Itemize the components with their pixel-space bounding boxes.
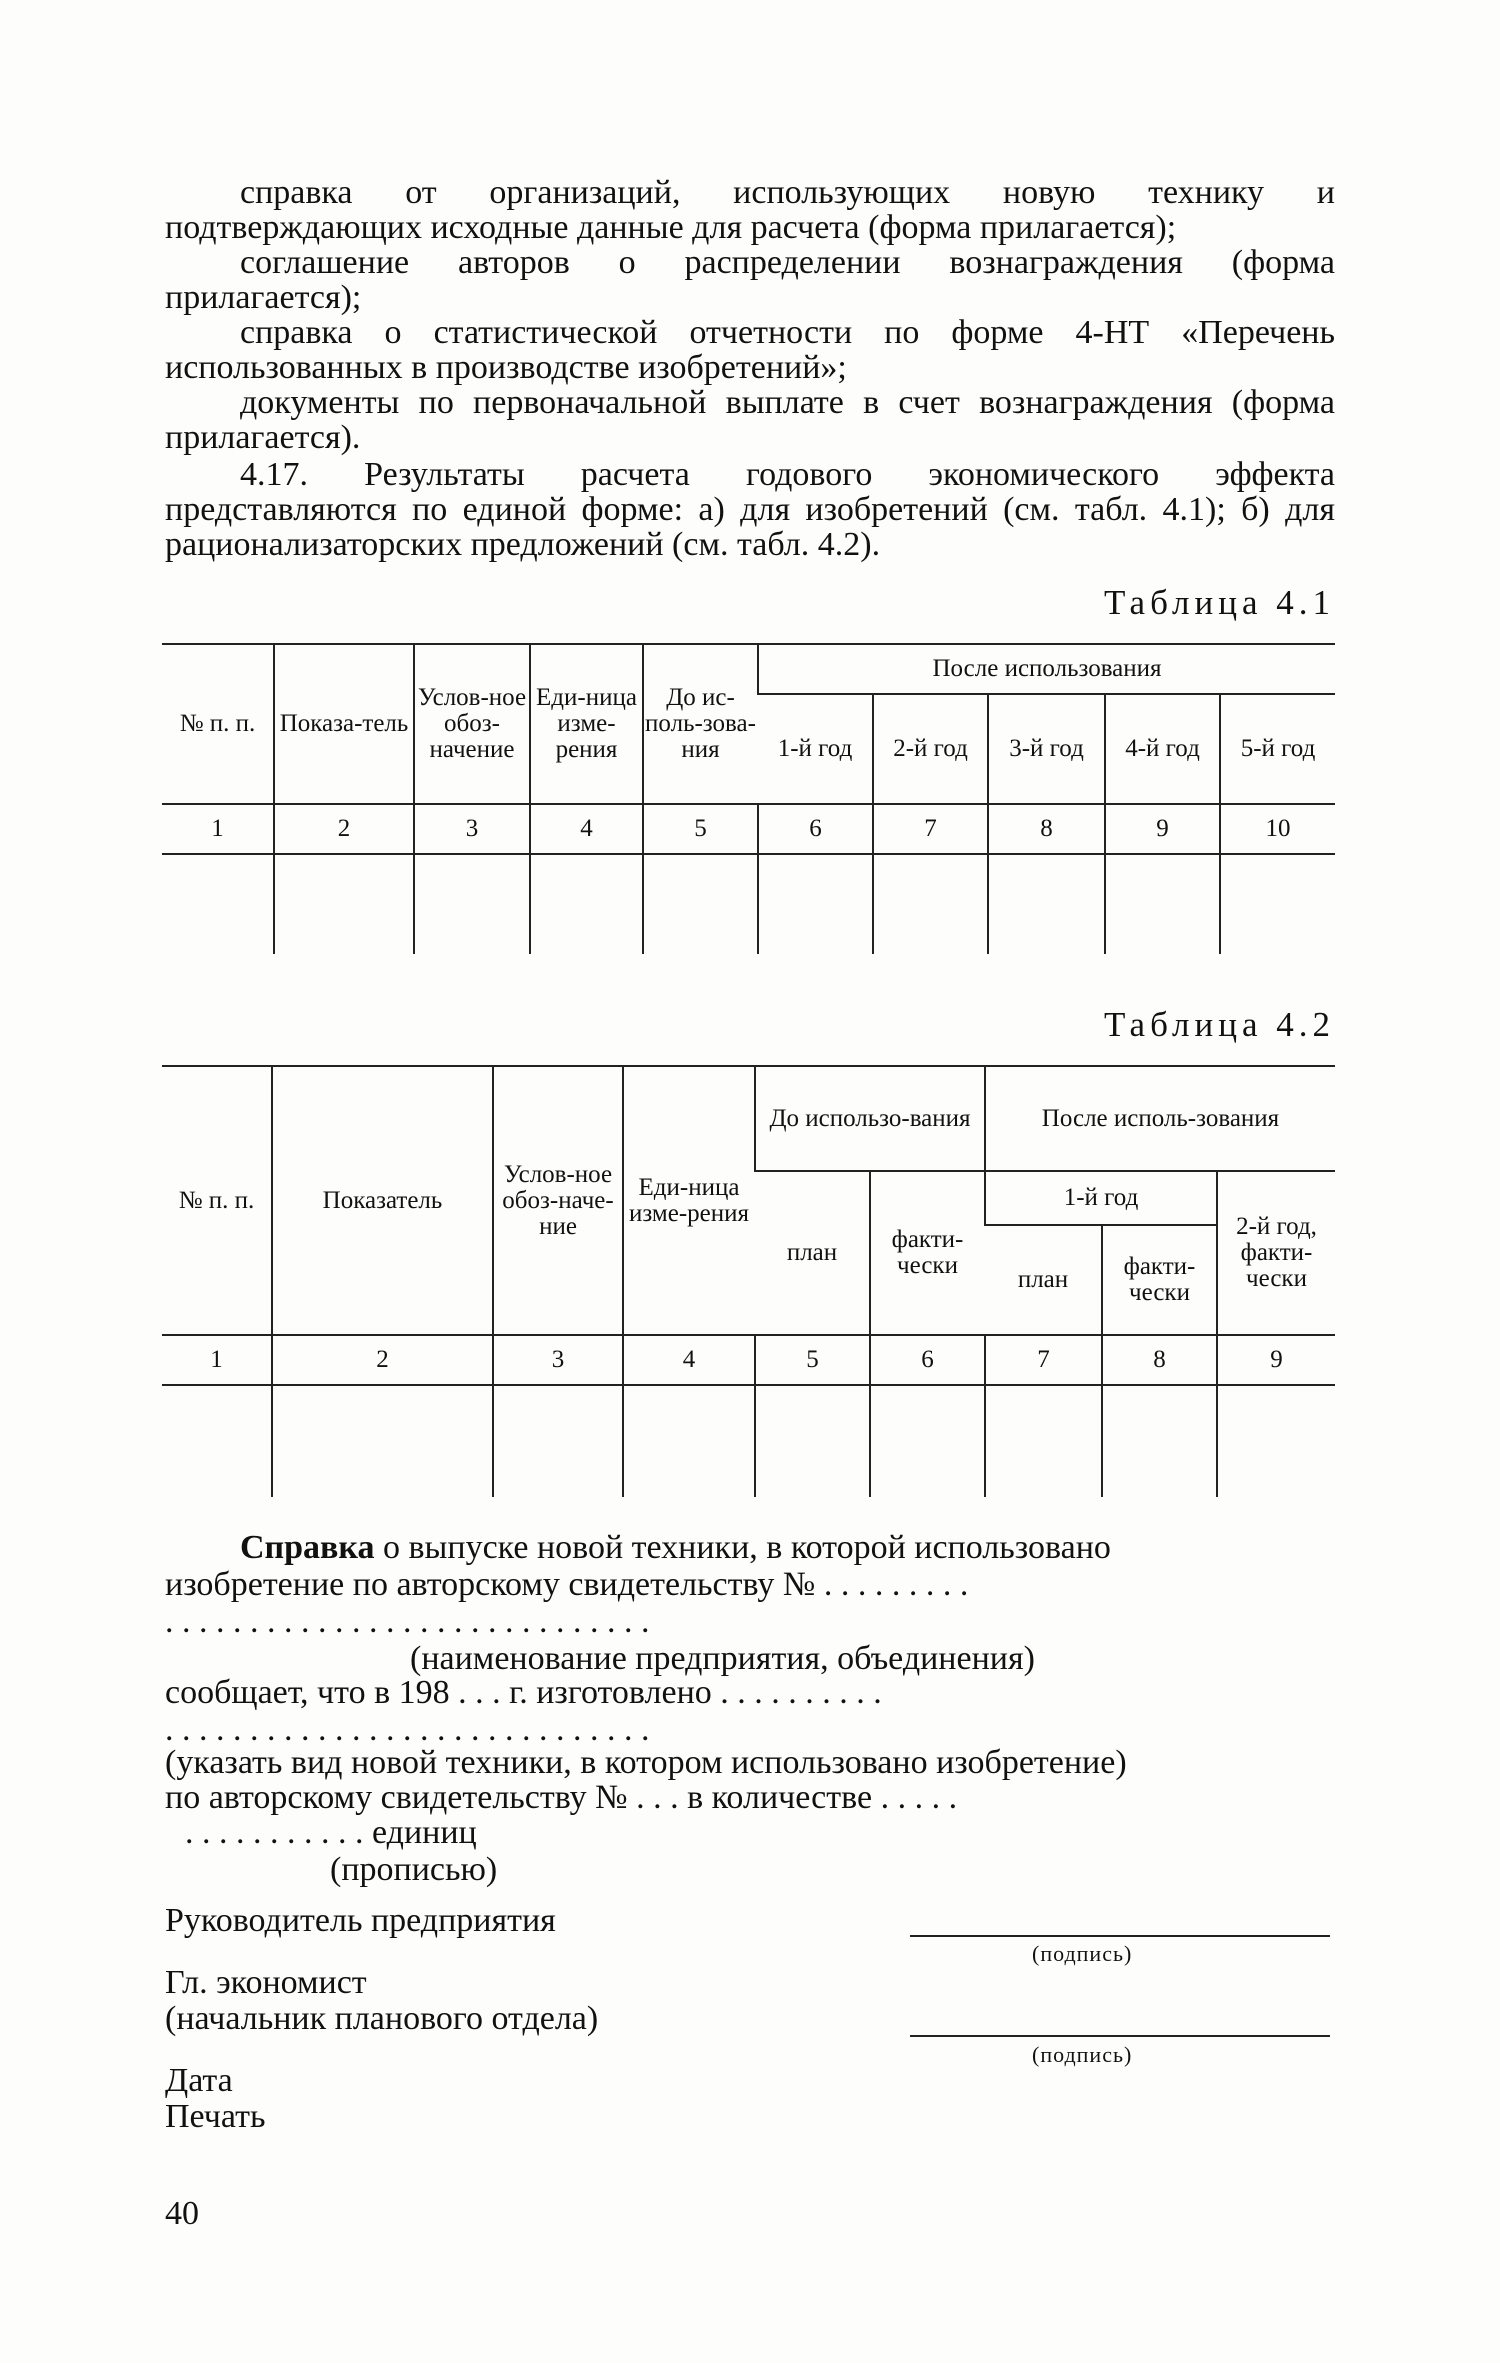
t1-header-num: № п. п. xyxy=(179,710,256,737)
t1-empty-cell xyxy=(988,854,1105,954)
t1-empty-cell xyxy=(274,854,414,954)
paragraph-certificate: справка от организаций, использующих новую технику и подтверждающих исходные данные для расчета (форма прилагается); xyxy=(165,174,1335,246)
t1-header-year: 2-й год xyxy=(873,694,988,804)
t2-empty-cell xyxy=(623,1385,755,1497)
t2-col-number: 5 xyxy=(755,1335,870,1385)
t2-col-number: 3 xyxy=(493,1335,623,1385)
t2-col-number: 6 xyxy=(870,1335,985,1385)
signature-line-head xyxy=(910,1935,1330,1937)
t1-col-number: 1 xyxy=(211,815,224,842)
form-note-words: (прописью) xyxy=(330,1851,498,1888)
paragraph-statistics: справка о статистической отчетности по форме 4-НТ «Перечень использованных в производстве изобретений»; xyxy=(165,314,1335,386)
paragraph-payment-docs: документы по первоначальной выплате в счет вознаграждения (форма прилагается). xyxy=(165,384,1335,456)
t2-header-fact: факти-чески xyxy=(870,1171,985,1335)
t1-empty-cell xyxy=(643,854,758,954)
t1-header-before: До ис-поль-зова-ния xyxy=(643,645,758,804)
table1-caption: Таблица 4.1 xyxy=(1104,583,1335,622)
paragraph-4-17: 4.17. Результаты расчета годового экономического эффекта представляются по единой форме: а) для изобретений (см. табл. 4.1); б) для рационализаторских предложений (см. табл. 4.2). xyxy=(165,456,1335,563)
t1-header-year: 5-й год xyxy=(1220,694,1335,804)
t1-header-year: 1-й год xyxy=(777,735,853,762)
t2-col-number: 7 xyxy=(985,1335,1102,1385)
t1-col-number: 8 xyxy=(988,804,1105,854)
form-note-technique: (указать вид новой техники, в котором использовано изобретение) xyxy=(165,1744,1127,1781)
t2-header-unit: Еди-ница изме-рения xyxy=(623,1067,755,1335)
t1-col-number: 9 xyxy=(1105,804,1220,854)
t1-col-number: 10 xyxy=(1220,804,1335,854)
t2-col-number: 4 xyxy=(623,1335,755,1385)
t2-header-indicator: Показатель xyxy=(272,1067,493,1335)
t2-header-plan: план xyxy=(786,1239,838,1266)
form-dots2: . . . . . . . . . . . . . . . . . . . . . . . . . . . . . xyxy=(165,1711,650,1748)
t1-empty-cell xyxy=(530,854,643,954)
signature-caption-economist: (подпись) xyxy=(1032,2042,1133,2067)
form-note-enterprise: (наименование предприятия, объединения) xyxy=(410,1640,1035,1677)
t2-empty-cell xyxy=(1217,1385,1335,1497)
t1-empty-cell xyxy=(873,854,988,954)
t2-header-year1: 1-й год xyxy=(985,1171,1217,1225)
t1-col-number: 6 xyxy=(758,804,873,854)
t1-col-number: 5 xyxy=(643,804,758,854)
t2-header-symbol: Услов-ное обоз-наче-ние xyxy=(493,1067,623,1335)
t1-header-year: 4-й год xyxy=(1105,694,1220,804)
t1-col-number: 2 xyxy=(274,804,414,854)
form-line3: сообщает, что в 198 . . . г. изготовлено . . . . . . . . . . xyxy=(165,1674,882,1711)
t1-empty-cell xyxy=(758,854,873,954)
t2-empty-cell xyxy=(493,1385,623,1497)
form-stamp-label: Печать xyxy=(165,2098,266,2135)
t2-empty-cell xyxy=(755,1385,870,1497)
t2-col-number: 9 xyxy=(1217,1335,1335,1385)
t1-header-unit: Еди-ница изме-рения xyxy=(530,645,643,804)
t2-empty-cell xyxy=(162,1385,272,1497)
t1-header-after: После использования xyxy=(758,645,1335,694)
t2-header-fact2: факти-чески xyxy=(1102,1225,1217,1335)
form-economist-label: Гл. экономист xyxy=(165,1964,367,2001)
table1 xyxy=(162,645,1335,954)
t2-col-number: 8 xyxy=(1102,1335,1217,1385)
form-line5: . . . . . . . . . . . единиц xyxy=(185,1814,477,1851)
form-economist-sublabel: (начальник планового отдела) xyxy=(165,2000,599,2037)
table2-caption: Таблица 4.2 xyxy=(1104,1005,1335,1044)
page-number: 40 xyxy=(165,2195,199,2232)
t2-empty-cell xyxy=(870,1385,985,1497)
form-line1: о выпуске новой техники, в которой использовано xyxy=(383,1529,1111,1566)
t2-header-year2: 2-й год, факти-чески xyxy=(1217,1171,1335,1335)
form-dots1: . . . . . . . . . . . . . . . . . . . . . . . . . . . . . xyxy=(165,1603,650,1640)
t2-header-plan2: план xyxy=(1017,1266,1069,1293)
t1-empty-cell xyxy=(1220,854,1335,954)
signature-caption-head: (подпись) xyxy=(1032,1941,1133,1966)
t1-empty-cell xyxy=(414,854,530,954)
t1-empty-cell xyxy=(162,854,274,954)
form-heading-line xyxy=(165,1530,1335,1565)
t1-header-symbol: Услов-ное обоз-начение xyxy=(414,645,530,804)
t2-header-before: До использо-вания xyxy=(755,1067,985,1171)
table2 xyxy=(162,1067,1335,1497)
t1-empty-cell xyxy=(1105,854,1220,954)
t1-header-indicator: Показа-тель xyxy=(274,645,414,804)
form-line4: по авторскому свидетельству № . . . в количестве . . . . . xyxy=(165,1779,958,1816)
paragraph-agreement: соглашение авторов о распределении вознаграждения (форма прилагается); xyxy=(165,244,1335,316)
t2-col-number: 1 xyxy=(210,1346,223,1373)
form-heading: Справка xyxy=(240,1529,375,1566)
form-date-label: Дата xyxy=(165,2062,233,2099)
t1-header-year: 3-й год xyxy=(988,694,1105,804)
t1-col-number: 3 xyxy=(414,804,530,854)
t2-col-number: 2 xyxy=(272,1335,493,1385)
t2-empty-cell xyxy=(272,1385,493,1497)
t2-empty-cell xyxy=(1102,1385,1217,1497)
form-line2: изобретение по авторскому свидетельству № . . . . . . . . . xyxy=(165,1566,969,1603)
t2-header-num: № п. п. xyxy=(178,1186,255,1214)
t1-col-number: 7 xyxy=(873,804,988,854)
t1-col-number: 4 xyxy=(530,804,643,854)
t2-empty-cell xyxy=(985,1385,1102,1497)
t2-header-after: После исполь-зования xyxy=(985,1067,1335,1171)
signature-line-economist xyxy=(910,2035,1330,2037)
form-head-label: Руководитель предприятия xyxy=(165,1902,556,1939)
